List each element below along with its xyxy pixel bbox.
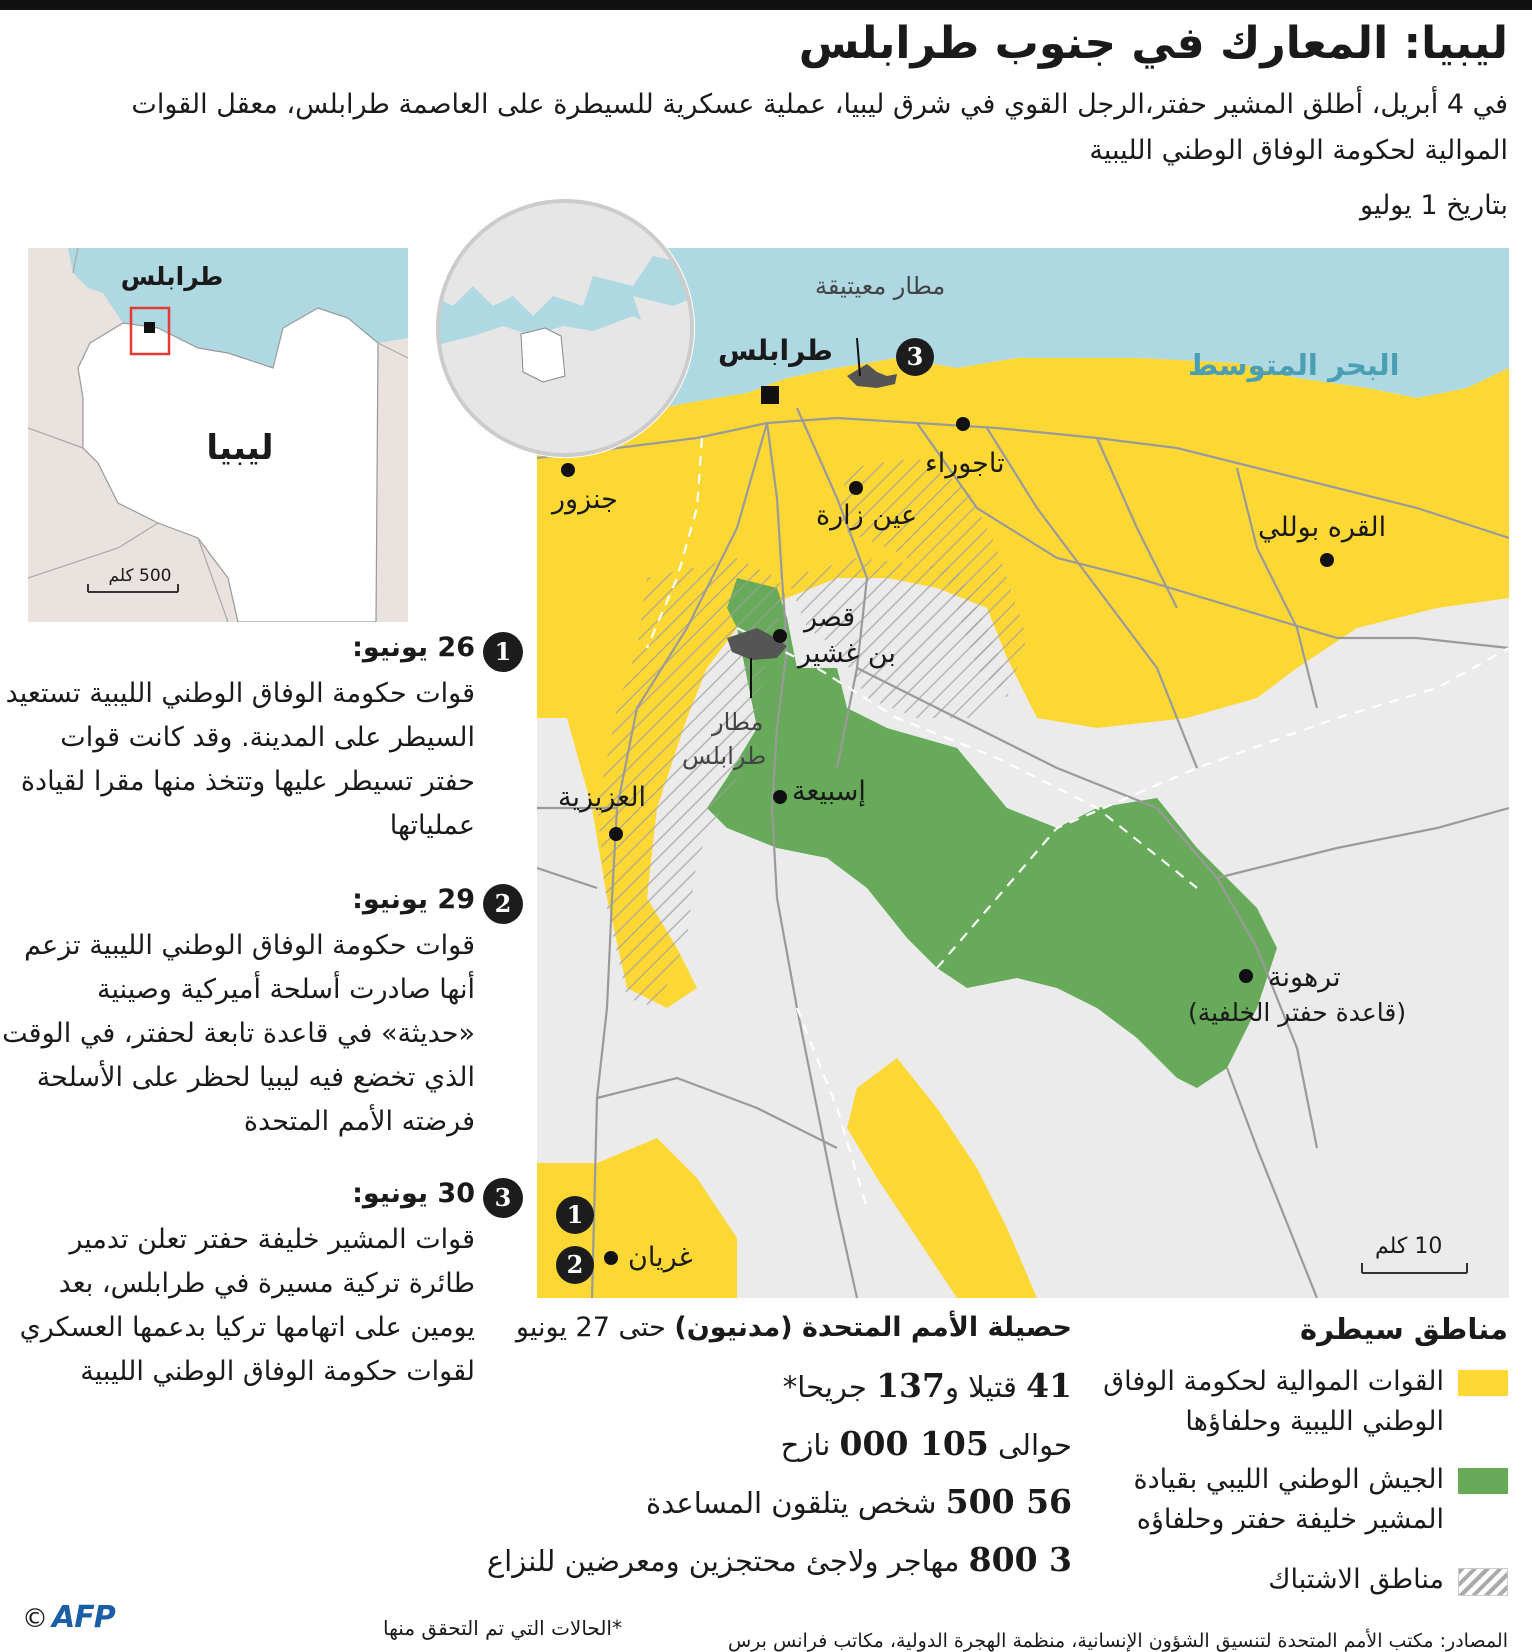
label-tripoli-airport-1: مطار (712, 708, 764, 736)
stat-row-1 (783, 1366, 1072, 1405)
stat-number: 3 800 (968, 1540, 1072, 1579)
legend-swatch-lna (1458, 1468, 1508, 1494)
sea-label: البحر المتوسط (1188, 348, 1400, 382)
legend-item-lna (1088, 1460, 1508, 1546)
legend-label: مناطق الاشتباك (1268, 1564, 1444, 1595)
page-subtitle: في 4 أبريل، أطلق المشير حفتر،الرجل القوي في شرق ليبيا، عملية عسكرية للسيطرة على العاصمة طرابلس، معقل القوات الموالية لحكومة الوفاق الوطني الليبية (131, 89, 1508, 166)
top-rule (0, 0, 1532, 10)
legend-swatch-clash (1458, 1568, 1508, 1596)
globe-locator (433, 196, 697, 460)
label-gharyan: غريان (628, 1242, 693, 1273)
event-number-3: 3 (483, 1178, 523, 1218)
stat-number: 41 (1026, 1366, 1072, 1405)
legend-item-clash (1088, 1560, 1508, 1604)
casualties-footnote: *الحالات التي تم التحقق منها (382, 1616, 622, 1640)
label-mitiga-airport: مطار معيتيقة (815, 272, 946, 300)
globe-libya (521, 328, 565, 382)
stat-mid: مهاجر ولاجئ محتجزين ومعرضين للنزاع (486, 1544, 969, 1578)
label-janzour: جنزور (552, 484, 618, 515)
label-ain-zara: عين زارة (816, 500, 918, 531)
inset-country-label: ليبيا (206, 428, 274, 468)
stat-row-3 (646, 1482, 1072, 1521)
legend-swatch-gna (1458, 1370, 1508, 1396)
legend-title: مناطق سيطرة (1300, 1312, 1508, 1346)
label-garabulli: القره بوللي (1258, 512, 1387, 543)
inset-city-label: طرابلس (120, 262, 224, 291)
label-qasr-2: بن غشير (798, 638, 896, 669)
map-scale-label: 10 كلم (1375, 1234, 1443, 1259)
event-number-1: 1 (483, 632, 523, 672)
legend-item-gna (1088, 1362, 1508, 1448)
stat-mid: نازح (780, 1428, 840, 1462)
label-tripoli: طرابلس (718, 334, 833, 367)
event-text: قوات حكومة الوفاق الوطني الليبية تستعيد السيطر على المدينة. وقد كانت قوات حفتر تسيطر عليها وتتخذ منها مقرا لقيادة عملياتها (5, 678, 475, 841)
casualties-title: حصيلة الأمم المتحدة (مدنيون) (674, 1312, 1072, 1343)
stat-number-2: 137 (876, 1366, 945, 1405)
casualties-heading (516, 1312, 1072, 1343)
afp-logo: AFP (52, 1600, 115, 1635)
label-tajoura: تاجوراء (925, 448, 1005, 479)
event-date: 26 يونيو: (352, 632, 475, 663)
legend-label: القوات الموالية لحكومة الوفاق الوطني الليبية وحلفاؤها (1103, 1366, 1444, 1437)
label-tripoli-airport-2: طرابلس (682, 742, 767, 770)
stat-number: 105 000 (839, 1424, 989, 1463)
stat-number: 56 500 (945, 1482, 1072, 1521)
stat-row-2 (781, 1424, 1072, 1463)
copyright-mark: © (22, 1604, 48, 1634)
map-marker-1: 1 (556, 1196, 594, 1234)
event-date: 30 يونيو: (352, 1178, 475, 1209)
stat-mid: قتيلا و (944, 1370, 1027, 1404)
legend-label: الجيش الوطني الليبي بقيادة المشير خليفة حفتر وحلفاؤه (1133, 1464, 1444, 1535)
label-tarhuna-note: (قاعدة حفتر الخلفية) (1188, 998, 1407, 1027)
event-text: قوات المشير خليفة حفتر تعلن تدمير طائرة تركية مسيرة في طرابلس، بعد يومين على اتهامها تركيا بدعمها العسكري لقوات حكومة الوفاق الوطني الليبية (19, 1224, 475, 1387)
map-marker-3: 3 (896, 338, 934, 376)
stat-post: جريحا* (782, 1370, 877, 1404)
date-label: بتاريخ 1 يوليو (1359, 190, 1508, 221)
tripoli-marker (761, 386, 779, 404)
stat-pre: حوالى (988, 1428, 1072, 1462)
label-sbeia: إسبيعة (792, 776, 866, 807)
label-qasr-1: قصر (804, 602, 856, 633)
event-text: قوات حكومة الوفاق الوطني الليبية تزعم أنها صادرت أسلحة أميركية وصينية «حديثة» في قاعدة تابعة لحفتر، في الوقت الذي تخضع فيه ليبيا لحظر على الأسلحة فرضته الأمم المتحدة (2, 930, 475, 1137)
casualties-title-suffix: حتى 27 يونيو (515, 1312, 675, 1343)
label-aziziya: العزيزية (558, 782, 647, 813)
map-marker-2: 2 (556, 1246, 594, 1284)
sources: المصادر: مكتب الأمم المتحدة لتنسيق الشؤون الإنسانية، منظمة الهجرة الدولية، مكاتب فرانس برس (727, 1630, 1508, 1652)
event-date: 29 يونيو: (352, 884, 475, 915)
event-number-2: 2 (483, 884, 523, 924)
label-tarhuna: ترهونة (1268, 962, 1341, 993)
page-title: ليبيا: المعارك في جنوب طرابلس (798, 18, 1508, 69)
inset-scale-label: 500 كلم (108, 566, 172, 586)
stat-mid: شخص يتلقون المساعدة (646, 1486, 946, 1520)
stat-row-4 (487, 1540, 1072, 1579)
